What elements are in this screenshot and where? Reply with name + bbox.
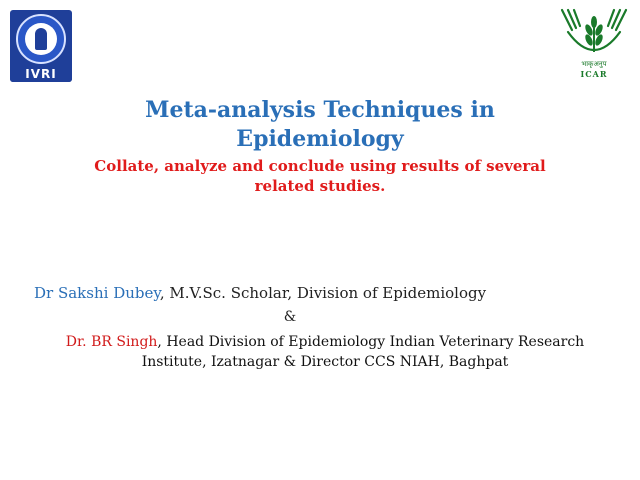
ivri-logo-label: IVRI [10,66,72,82]
author-primary-details: , M.V.Sc. Scholar, Division of Epidemiology [159,284,487,302]
author-secondary-details-line1: , Head Division of Epidemiology Indian Veterinary Research [157,334,585,350]
icar-wheat-emblem-icon [558,8,630,60]
slide-title-line1: Meta-analysis Techniques in [145,97,495,123]
author-secondary [40,332,610,372]
slide-title [60,96,580,154]
author-primary-name: Dr Sakshi Dubey [34,284,160,302]
slide-title-line2: Epidemiology [236,126,404,152]
ivri-logo [10,10,72,82]
slide-subtitle-line2: related studies. [254,177,386,195]
slide-subtitle [60,156,580,196]
icar-logo-hindi-label: भाकृअनुप [581,60,607,68]
author-separator: & [283,309,297,325]
author-primary [34,283,614,303]
author-secondary-name: Dr. BR Singh [65,334,158,350]
slide-subtitle-line1: Collate, analyze and conclude using results of several [94,157,546,175]
author-secondary-details-line2: Institute, Izatnagar & Director CCS NIAH, Baghpat [141,354,509,370]
icar-logo [558,8,630,78]
icar-logo-label: ICAR [580,69,608,79]
